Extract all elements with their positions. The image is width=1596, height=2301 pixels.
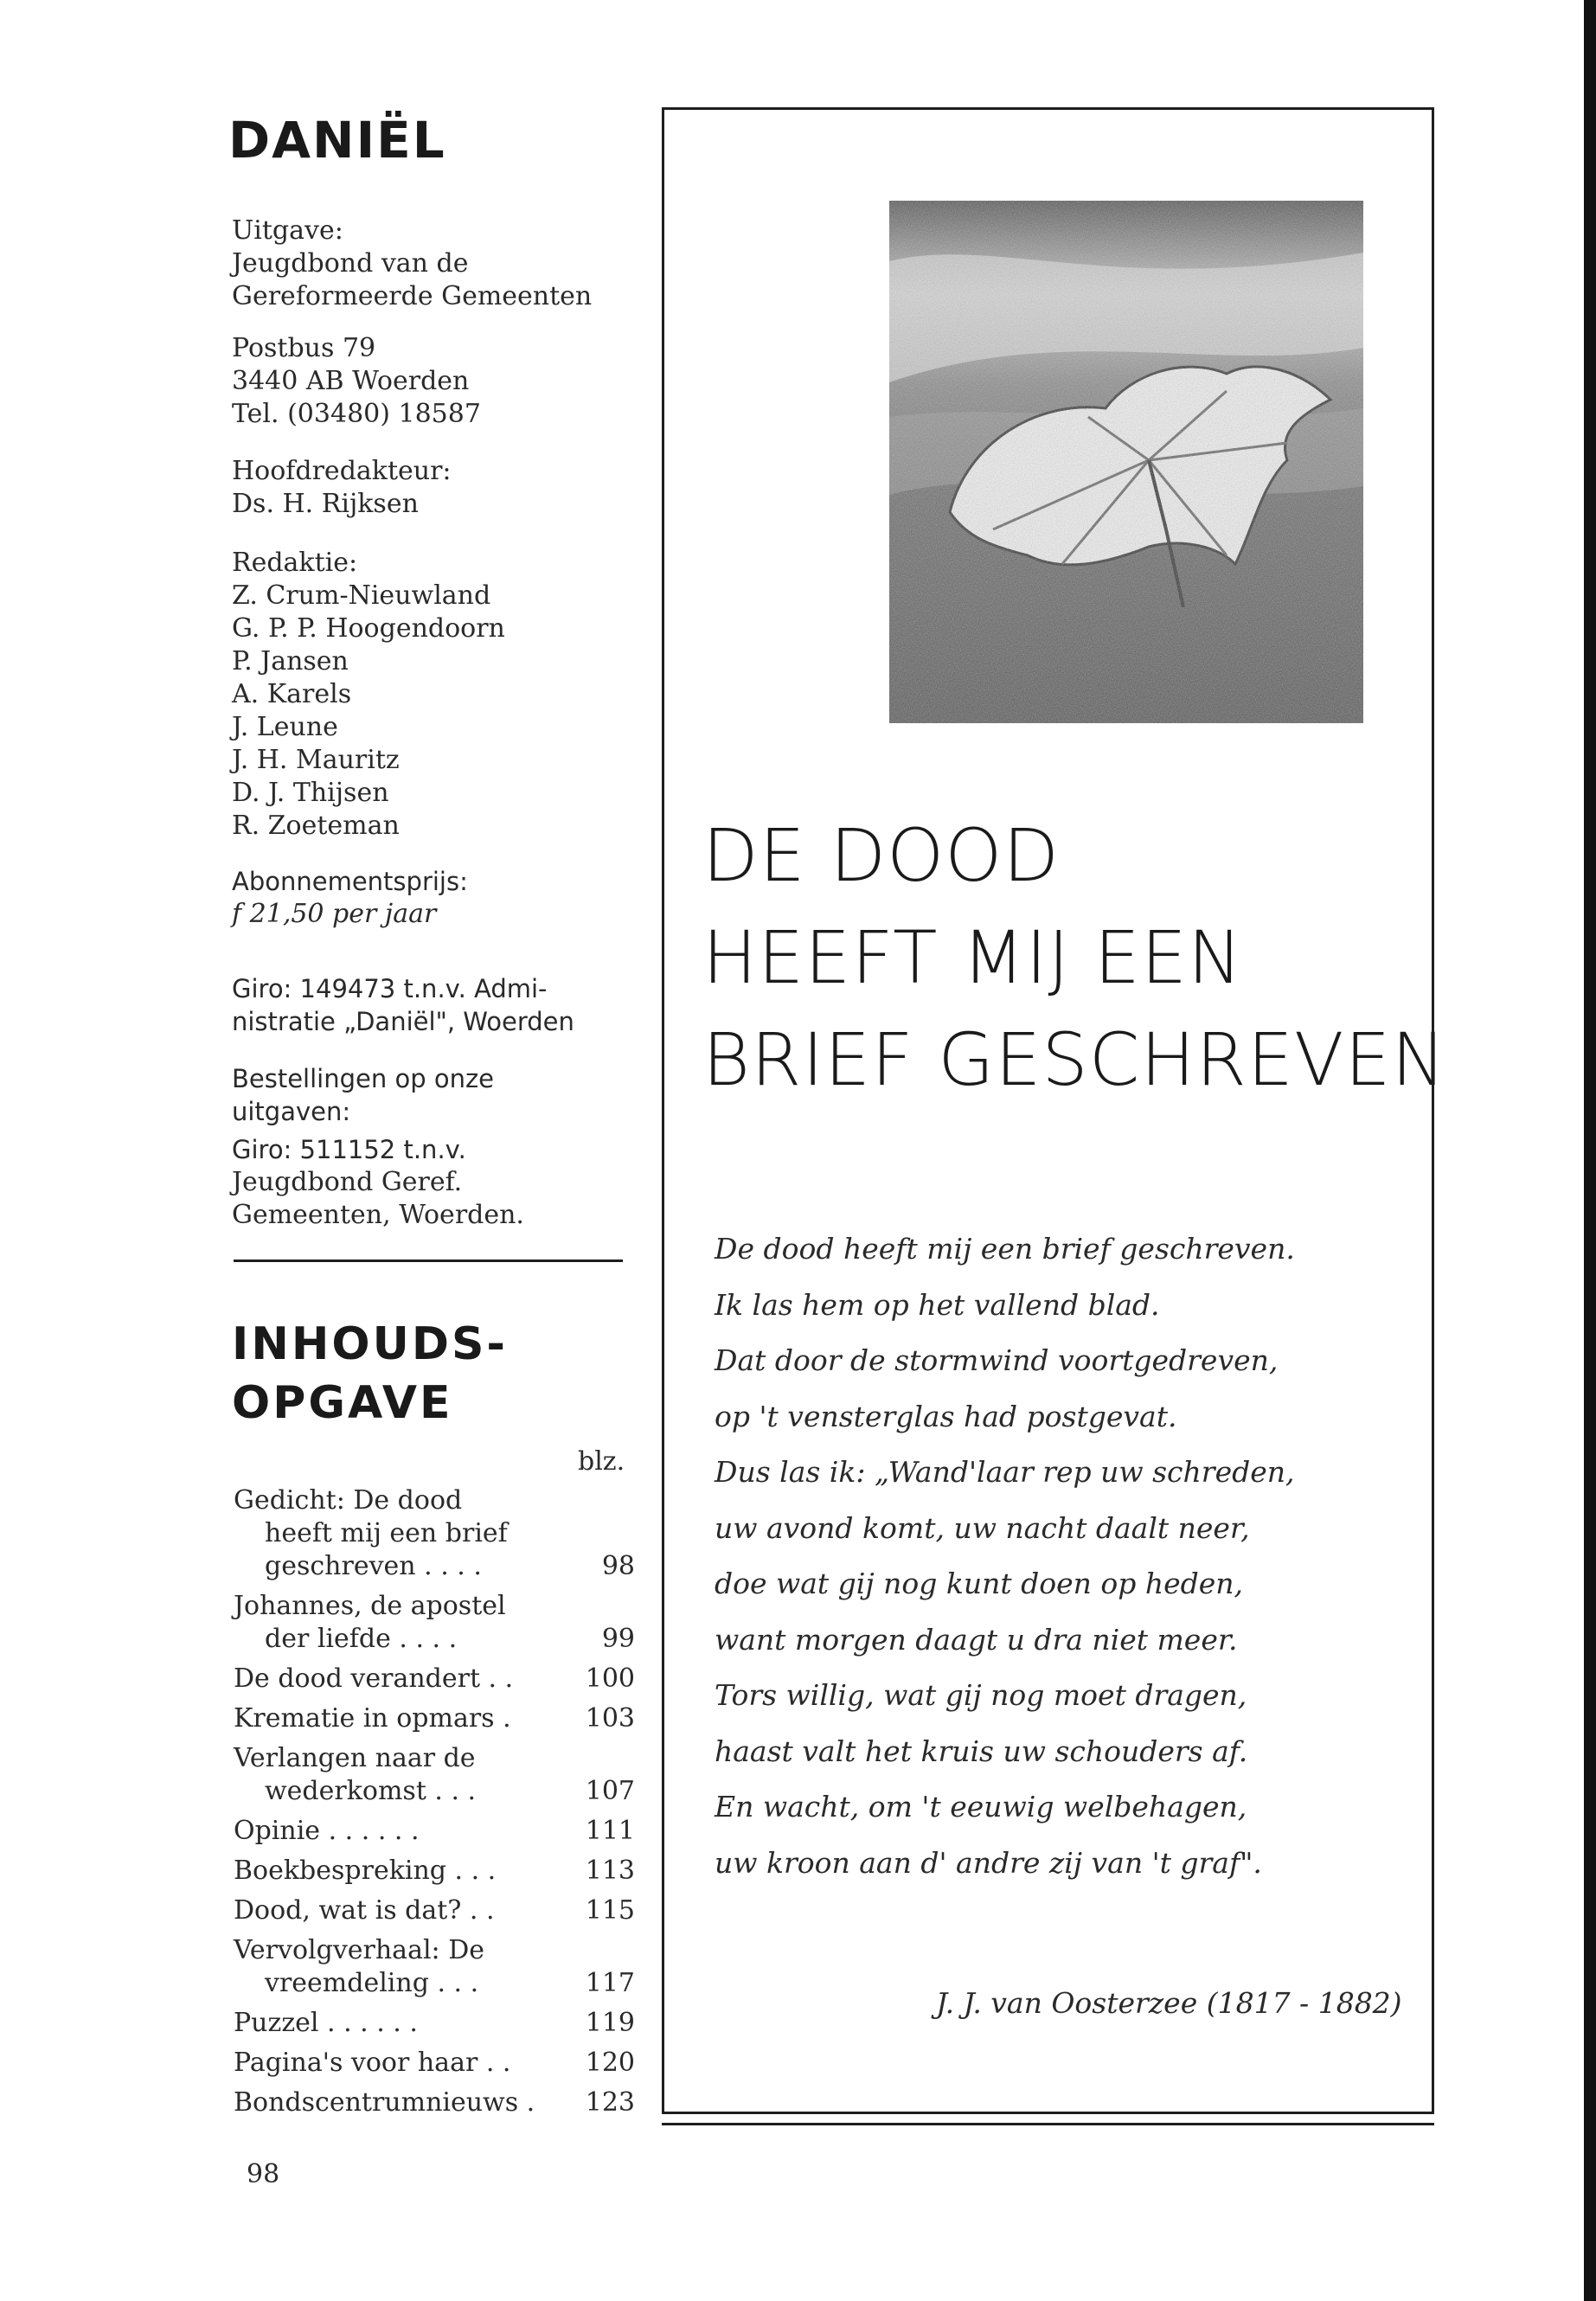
toc-entry-page: 113: [585, 1856, 635, 1886]
orders-line: Jeugdbond Geref.: [232, 1167, 463, 1197]
feature-heading-line: DE DOOD: [702, 813, 1061, 898]
poem-line: op 't vensterglas had postgevat.: [715, 1399, 1177, 1433]
toc-entry: [234, 1815, 635, 1848]
toc-page-header: blz.: [578, 1446, 625, 1477]
feature-heading-line: BRIEF GESCHREVEN: [702, 1017, 1447, 1102]
orders-line: Bestellingen op onze: [232, 1064, 495, 1093]
editorial-name: J. Leune: [232, 712, 338, 742]
toc-entry-line: Krematie in opmars .: [234, 1703, 511, 1734]
orders-line: Giro: 511152 t.n.v.: [232, 1135, 466, 1164]
toc-entry-title: [234, 1855, 583, 1888]
toc-entry-title: [234, 1815, 583, 1848]
poem-line: De dood heeft mij een brief geschreven.: [715, 1232, 1295, 1266]
toc-entry-page: 119: [585, 2008, 635, 2038]
toc-entry-line: Pagina's voor haar . .: [234, 2048, 511, 2078]
toc-entry-page: 99: [601, 1624, 635, 1654]
toc-entry: [234, 1702, 635, 1735]
magazine-masthead: DANIËL: [228, 111, 446, 170]
editorial-name: D. J. Thijsen: [232, 778, 389, 808]
giro-admin-block: [232, 972, 574, 1038]
toc-entry-line: der liefde . . . .: [265, 1624, 458, 1654]
editorial-label: Redaktie:: [232, 548, 358, 578]
toc-entry-title: [234, 1702, 583, 1735]
toc-entry: [234, 1484, 635, 1583]
feature-frame-double-rule: [662, 2123, 1434, 2125]
editor-in-chief-block: [232, 455, 452, 521]
toc-entry-title: [234, 1590, 583, 1656]
toc-title-line: OPGAVE: [232, 1377, 453, 1429]
toc-entry-title: [234, 1742, 583, 1808]
orders-line: uitgaven:: [232, 1097, 351, 1126]
toc-entry-page: 123: [585, 2087, 635, 2118]
giro-admin-line: nistratie „Daniël", Woerden: [232, 1007, 574, 1036]
toc-entry-title: [234, 1484, 583, 1583]
address-line: Tel. (03480) 18587: [232, 399, 481, 429]
editor-in-chief-label: Hoofdredakteur:: [232, 456, 452, 486]
toc-entry-page: 120: [585, 2048, 635, 2078]
toc-entry-title: [234, 1663, 583, 1695]
toc-entry-title: [234, 2047, 583, 2080]
toc-entry: [234, 2086, 635, 2119]
subscription-block: [232, 865, 468, 931]
toc-entry-page: 117: [585, 1968, 635, 1998]
poem-line: haast valt het kruis uw schouders af.: [715, 1734, 1248, 1768]
publisher-block: [232, 215, 592, 313]
leaf-photograph: [889, 201, 1363, 723]
poem-line: Dus las ik: „Wand'laar rep uw schreden,: [715, 1455, 1295, 1489]
editor-in-chief-name: Ds. H. Rijksen: [232, 489, 419, 519]
toc-entry-line: Bondscentrumnieuws .: [234, 2087, 535, 2118]
editorial-name: A. Karels: [232, 679, 352, 709]
feature-heading: [702, 804, 1447, 1111]
poem-line: want morgen daagt u dra niet meer.: [715, 1622, 1238, 1657]
feature-heading-line: HEEFT MIJ EEN: [702, 915, 1243, 1000]
editorial-name: Z. Crum-Nieuwland: [232, 580, 491, 611]
publisher-line: Gereformeerde Gemeenten: [232, 281, 593, 311]
orders-line: Gemeenten, Woerden.: [232, 1200, 524, 1230]
toc-entry-page: 111: [585, 1816, 635, 1846]
toc-entry-line: vreemdeling . . .: [265, 1968, 479, 1998]
editorial-name: R. Zoeteman: [232, 811, 400, 841]
poem-line: doe wat gij nog kunt doen op heden,: [715, 1567, 1243, 1600]
toc-entry-title: [234, 2007, 583, 2040]
toc-entry-line: Boekbespreking . . .: [234, 1856, 497, 1886]
toc-entry-line: wederkomst . . .: [265, 1776, 477, 1806]
poem-line: uw avond komt, uw nacht daalt neer,: [715, 1510, 1250, 1545]
editorial-name: G. P. P. Hoogendoorn: [232, 613, 505, 644]
editorial-block: [232, 547, 505, 843]
toc-entry: [234, 1855, 635, 1888]
address-line: 3440 AB Woerden: [232, 366, 470, 396]
orders-block: [232, 1062, 524, 1232]
page-edge: [1584, 0, 1596, 2301]
poem-author: J. J. van Oosterzee (1817 - 1882): [936, 1986, 1402, 2020]
editorial-name: J. H. Mauritz: [232, 745, 400, 775]
subscription-label: Abonnementsprijs:: [232, 867, 468, 896]
toc-entry-page: 98: [601, 1551, 635, 1581]
giro-admin-line: Giro: 149473 t.n.v. Admi-: [232, 974, 548, 1003]
publisher-line: Jeugdbond van de: [232, 248, 469, 279]
toc-title: [232, 1315, 508, 1433]
toc-entry: [234, 2047, 635, 2080]
toc-entry-line: Gedicht: De dood: [234, 1485, 463, 1516]
toc-entry-page: 115: [585, 1895, 635, 1926]
toc-entry: [234, 1663, 635, 1695]
poem-line: En wacht, om 't eeuwig welbehagen,: [715, 1790, 1247, 1823]
poem-line: Dat door de stormwind voortgedreven,: [715, 1343, 1279, 1377]
poem: [715, 1221, 1407, 1891]
toc-entry-page: 103: [585, 1703, 635, 1734]
toc-entry-line: heeft mij een brief: [265, 1518, 508, 1548]
address-line: Postbus 79: [232, 333, 376, 363]
toc-entry-line: Johannes, de apostel: [234, 1591, 506, 1621]
address-block: [232, 332, 481, 431]
page-number: 98: [247, 2159, 280, 2189]
toc-entry: [234, 1590, 635, 1656]
toc-entry-line: Dood, wat is dat? . .: [234, 1895, 495, 1926]
toc-entry-title: [234, 2086, 583, 2119]
toc-entry: [234, 2007, 635, 2040]
toc-entry: [234, 1934, 635, 2000]
table-of-contents: [234, 1484, 635, 2126]
toc-entry-line: Verlangen naar de: [234, 1743, 476, 1773]
poem-line: Tors willig, wat gij nog moet dragen,: [715, 1678, 1247, 1712]
toc-entry: [234, 1742, 635, 1808]
poem-line: uw kroon aan d' andre zij van 't graf".: [715, 1845, 1262, 1880]
toc-title-line: INHOUDS-: [232, 1318, 509, 1370]
toc-entry-line: Opinie . . . . . .: [234, 1816, 420, 1846]
toc-entry-page: 107: [585, 1776, 635, 1806]
toc-entry-line: De dood verandert . .: [234, 1663, 514, 1694]
editorial-name: P. Jansen: [232, 646, 349, 676]
toc-entry-title: [234, 1894, 583, 1927]
toc-entry-page: 100: [585, 1663, 635, 1694]
subscription-price: f 21,50 per jaar: [232, 899, 437, 929]
poem-line: Ik las hem op het vallend blad.: [715, 1287, 1160, 1322]
toc-entry-title: [234, 1934, 583, 2000]
publisher-label: Uitgave:: [232, 215, 343, 246]
toc-entry-line: geschreven . . . .: [265, 1551, 482, 1581]
toc-entry: [234, 1894, 635, 1927]
toc-entry-line: Puzzel . . . . . .: [234, 2008, 418, 2038]
section-divider: [234, 1259, 623, 1262]
toc-entry-line: Vervolgverhaal: De: [234, 1935, 484, 1965]
